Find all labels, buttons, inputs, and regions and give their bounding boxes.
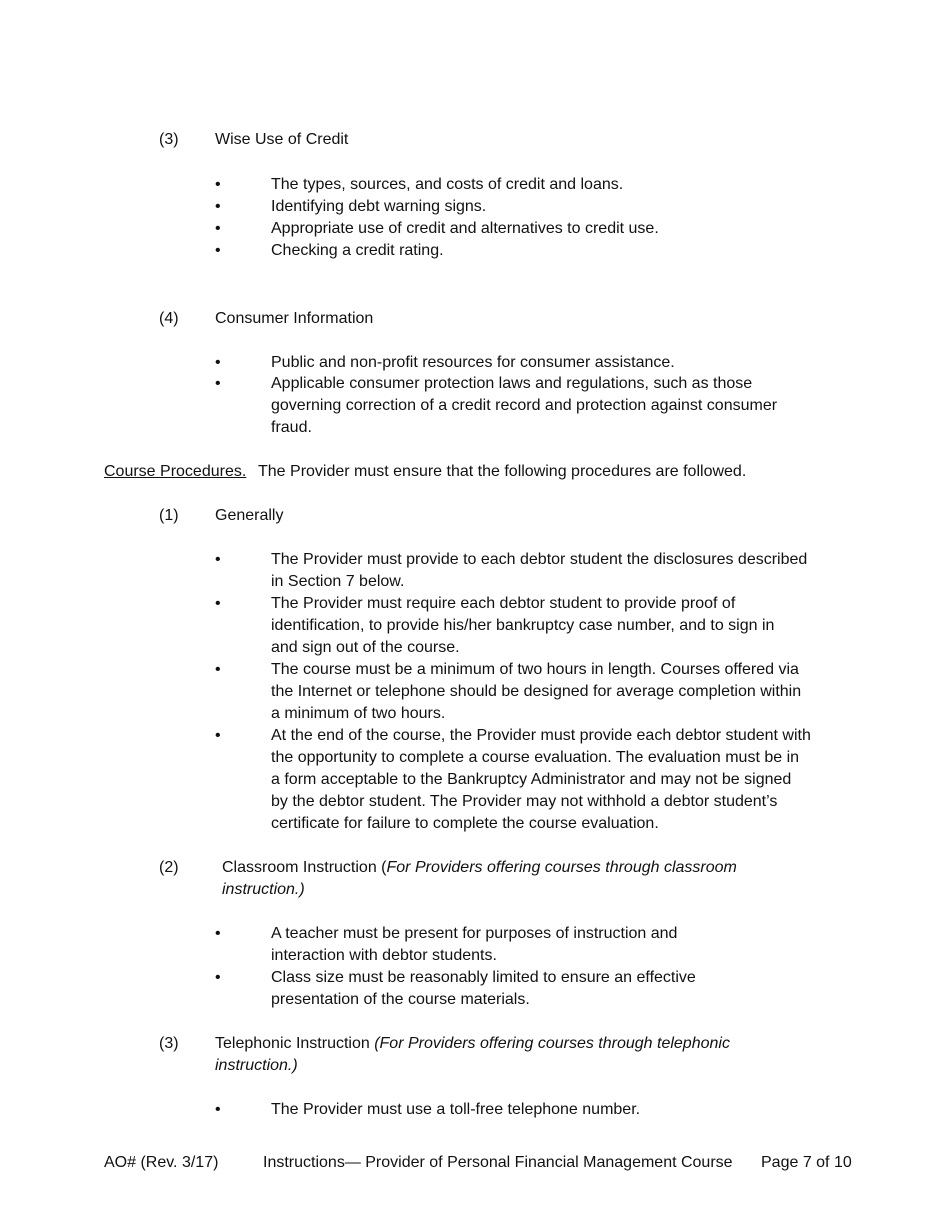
section-number: (1)	[159, 507, 179, 524]
section-number: (3)	[159, 1035, 179, 1052]
bullet-icon: •	[215, 176, 221, 193]
bullet-text: Appropriate use of credit and alternatives to credit use.	[271, 220, 659, 237]
bullet-icon: •	[215, 595, 221, 612]
bullet-icon: •	[215, 727, 221, 744]
bullet-text: Public and non-profit resources for consumer assistance.	[271, 354, 675, 371]
course-procedures-text: The Provider must ensure that the following procedures are followed.	[258, 463, 747, 480]
section-title-note: (For Providers offering courses through telephonic	[374, 1035, 730, 1052]
bullet-icon: •	[215, 1101, 221, 1118]
bullet-text: the Internet or telephone should be designed for average completion within	[271, 683, 802, 700]
footer-page-number: Page 7 of 10	[761, 1154, 852, 1171]
footer-form-number: AO# (Rev. 3/17)	[104, 1154, 219, 1171]
bullet-icon: •	[215, 198, 221, 215]
bullet-text: The Provider must use a toll-free telephone number.	[271, 1101, 641, 1118]
bullet-text: governing correction of a credit record and protection against consumer	[271, 397, 778, 414]
bullet-text: The Provider must require each debtor student to provide proof of	[271, 595, 736, 612]
bullet-icon: •	[215, 375, 221, 392]
bullet-icon: •	[215, 661, 221, 678]
bullet-text: At the end of the course, the Provider must provide each debtor student with	[271, 727, 811, 744]
section-title-note: instruction.)	[215, 1057, 298, 1074]
course-procedures-heading: Course Procedures.	[104, 463, 247, 480]
bullet-icon: •	[215, 242, 221, 259]
bullet-text: Class size must be reasonably limited to ensure an effective	[271, 969, 696, 986]
section-title-note: instruction.)	[222, 881, 305, 898]
bullet-text: A teacher must be present for purposes of instruction and	[271, 925, 678, 942]
bullet-text: by the debtor student. The Provider may not withhold a debtor student’s	[271, 793, 778, 810]
section-number: (3)	[159, 131, 179, 148]
bullet-text: The course must be a minimum of two hours in length. Courses offered via	[271, 661, 799, 678]
section-title-text: Classroom Instruction (	[222, 859, 387, 876]
section-title	[222, 857, 737, 879]
section-title	[215, 1033, 730, 1055]
bullet-text: Applicable consumer protection laws and regulations, such as those	[271, 375, 753, 392]
bullet-text: fraud.	[271, 419, 312, 436]
bullet-text: Identifying debt warning signs.	[271, 198, 487, 215]
bullet-text: the opportunity to complete a course evaluation. The evaluation must be in	[271, 749, 800, 766]
section-number: (4)	[159, 310, 179, 327]
section-number: (2)	[159, 859, 179, 876]
bullet-icon: •	[215, 969, 221, 986]
section-title-note: For Providers offering courses through classroom	[386, 859, 737, 876]
bullet-text: presentation of the course materials.	[271, 991, 530, 1008]
bullet-text: interaction with debtor students.	[271, 947, 497, 964]
section-title: Consumer Information	[215, 310, 374, 327]
bullet-text: The Provider must provide to each debtor student the disclosures described	[271, 551, 808, 568]
bullet-icon: •	[215, 925, 221, 942]
bullet-icon: •	[215, 551, 221, 568]
bullet-text: The types, sources, and costs of credit and loans.	[271, 176, 624, 193]
bullet-icon: •	[215, 220, 221, 237]
bullet-text: a form acceptable to the Bankruptcy Administrator and may not be signed	[271, 771, 792, 788]
section-title-text: Telephonic Instruction	[215, 1035, 375, 1052]
section-title: Wise Use of Credit	[215, 131, 349, 148]
section-title: Generally	[215, 507, 284, 524]
bullet-text: in Section 7 below.	[271, 573, 405, 590]
bullet-text: a minimum of two hours.	[271, 705, 446, 722]
bullet-icon: •	[215, 354, 221, 371]
bullet-text: certificate for failure to complete the course evaluation.	[271, 815, 659, 832]
bullet-text: and sign out of the course.	[271, 639, 460, 656]
bullet-text: identification, to provide his/her bankruptcy case number, and to sign in	[271, 617, 775, 634]
footer-title: Instructions— Provider of Personal Financial Management Course	[263, 1154, 733, 1171]
bullet-text: Checking a credit rating.	[271, 242, 444, 259]
